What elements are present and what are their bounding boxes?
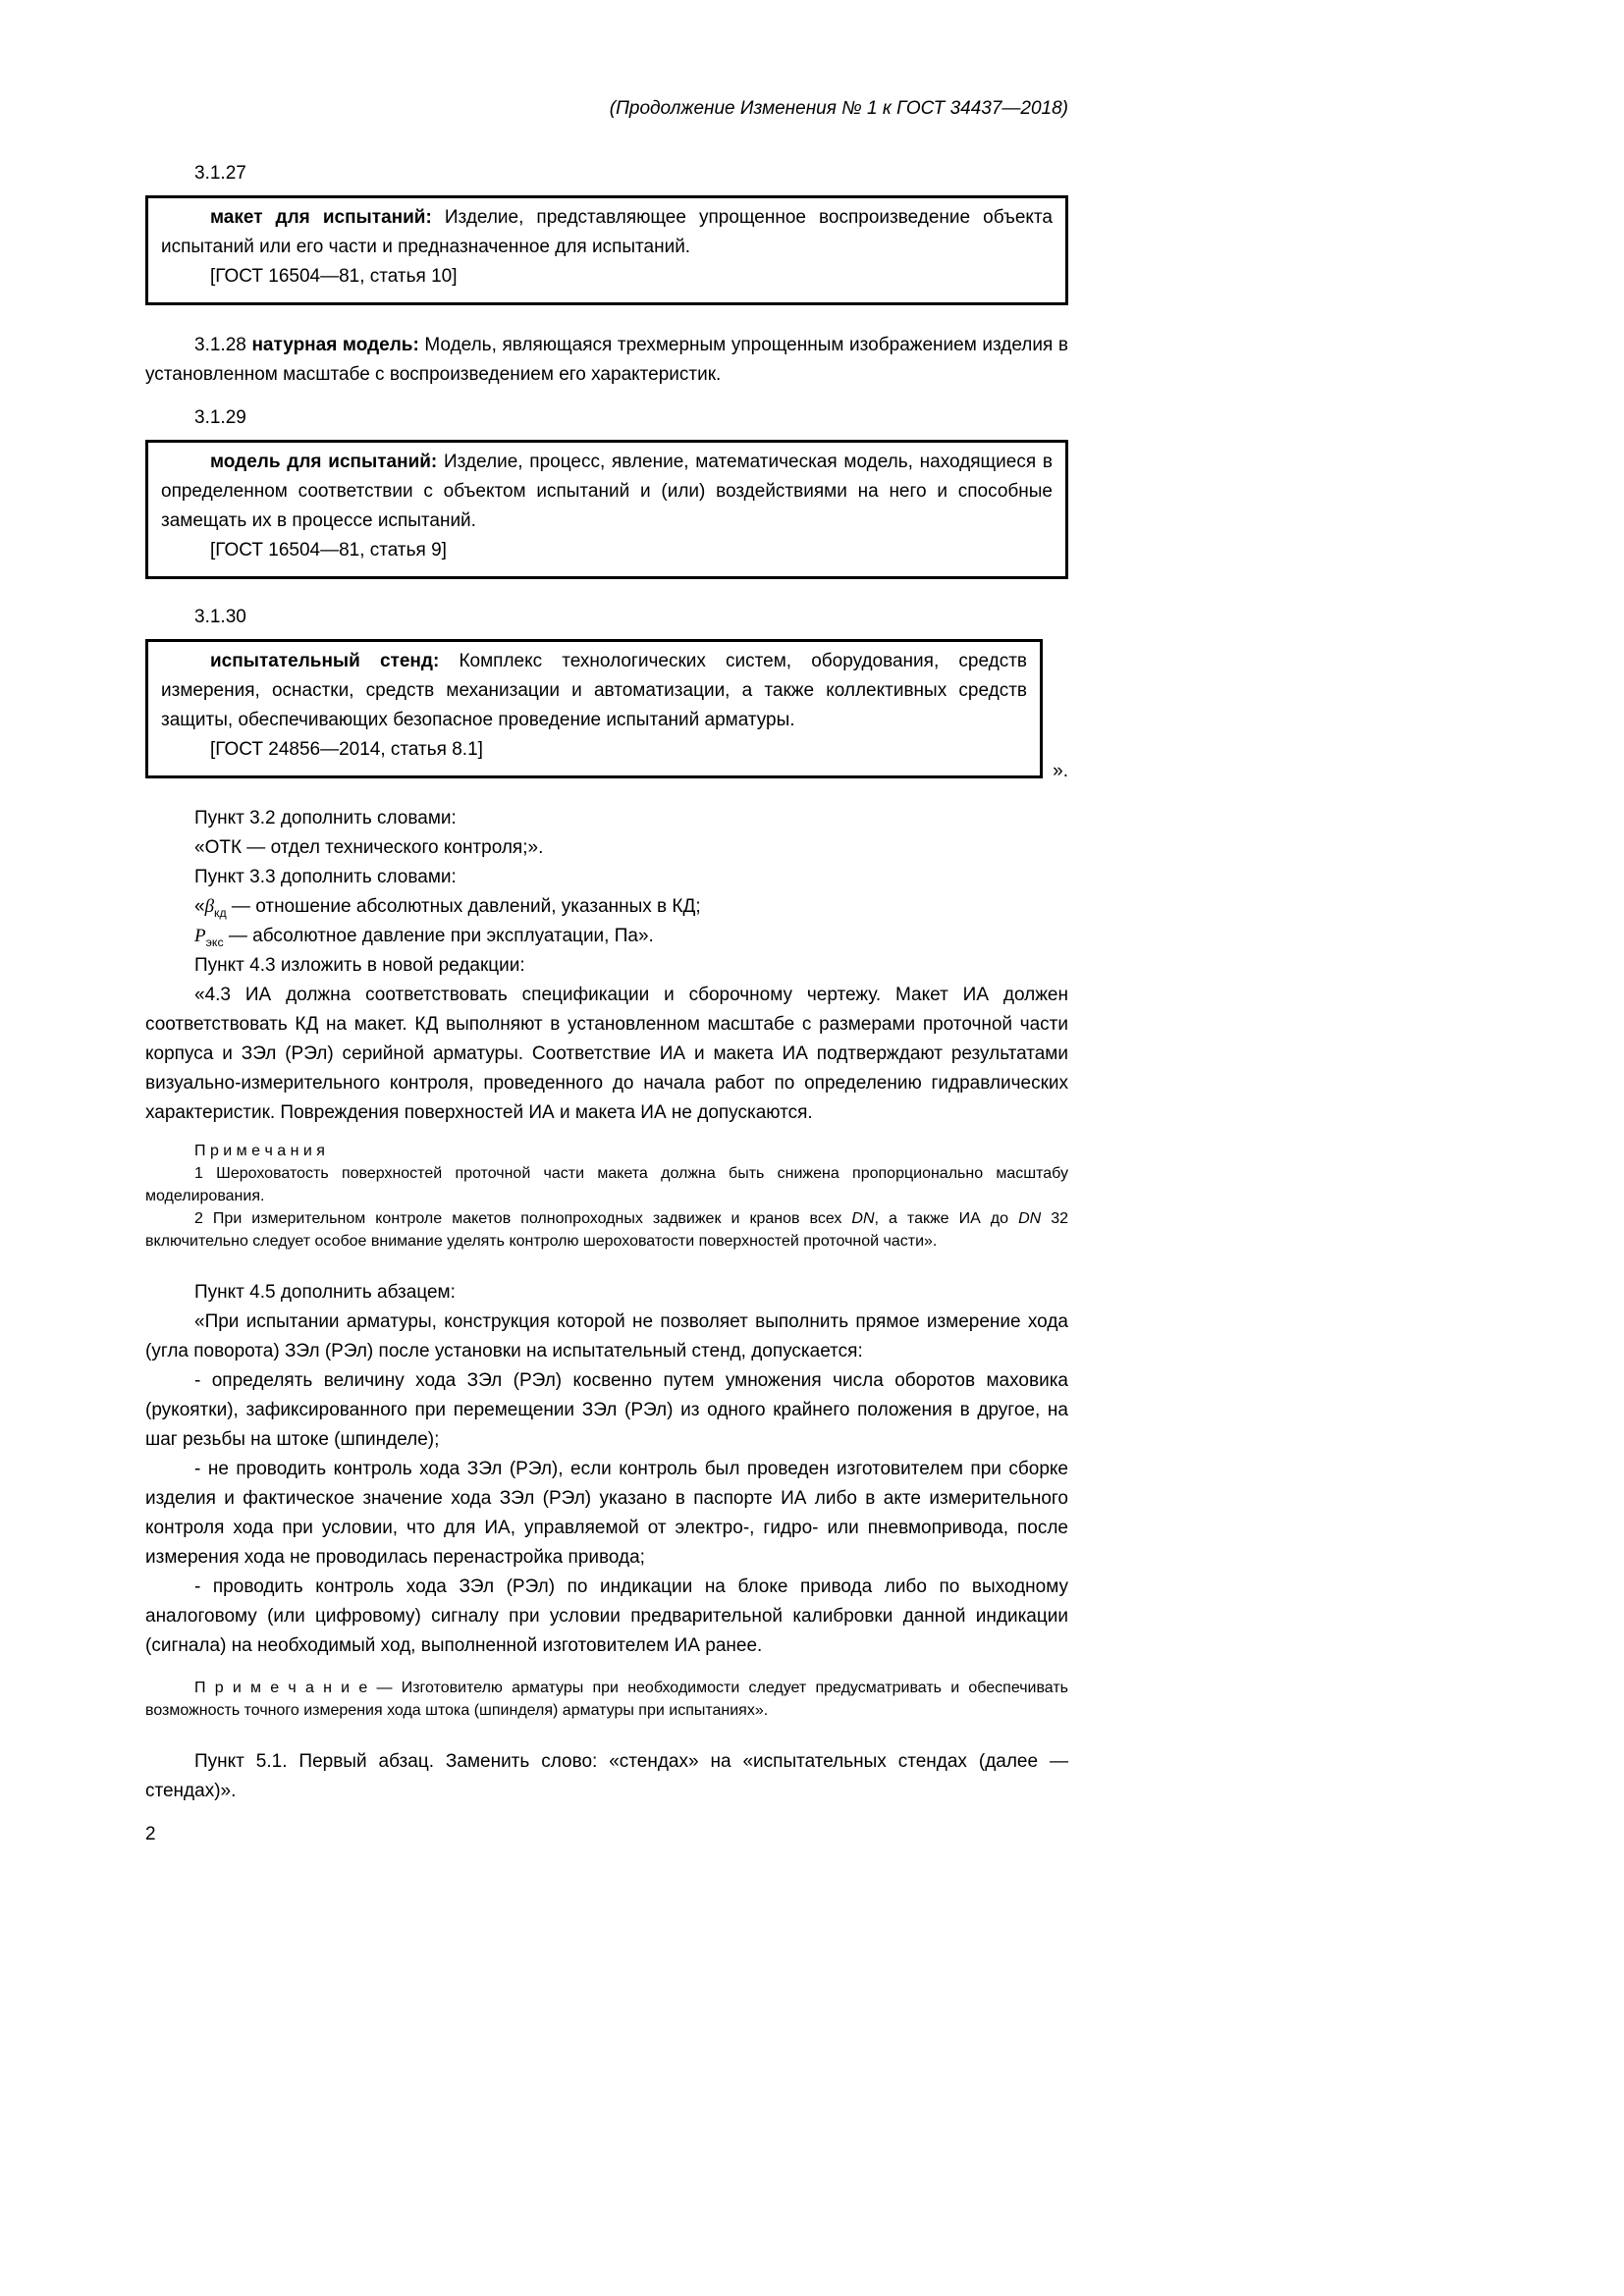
- definition-source: [ГОСТ 16504—81, статья 10]: [210, 266, 458, 287]
- document-content: [145, 94, 1068, 1849]
- list-item-2: - не проводить контроль хода ЗЭл (РЭл), если контроль был проведен изготовителем при сборке изделия и фактическое значение хода ЗЭл (РЭл) указано в паспорте ИА либо в акте измерительного контроля хода при условии, что для ИА, управляемой от электро-, гидро- или пневмопривода, после измерения хода не проводилась перенастройка привода;: [145, 1459, 1068, 1568]
- definition-box-test-bench: [145, 639, 1043, 778]
- note-1: 1 Шероховатость поверхностей проточной части макета должна быть снижена пропорционально масштабу моделирования.: [145, 1165, 1068, 1204]
- definition-source: [ГОСТ 24856—2014, статья 8.1]: [210, 739, 483, 760]
- note-2: 2 При измерительном контроле макетов полнопроходных задвижек и кранов всех DN, а также ИА до DN 32 включительно следует особое внимание уделять контролю шероховатости поверхностей проточной части».: [145, 1210, 1069, 1250]
- amendment-line-p45-intro: Пункт 4.5 дополнить абзацем:: [194, 1282, 456, 1303]
- amendment-line-p32-intro: Пункт 3.2 дополнить словами:: [194, 808, 457, 828]
- definition-box-test-model: [145, 440, 1068, 579]
- definition-box-test-mockup: [145, 195, 1068, 305]
- paragraph-3-1-28: 3.1.28 натурная модель: Модель, являющаяся трехмерным упрощенным изображением изделия в установленном масштабе с воспроизведением его характеристик.: [145, 335, 1068, 385]
- symbol-definition-beta: «$\beta_{кд}$ — отношение абсолютных давлений, указанных в КД;: [194, 896, 701, 920]
- definition-source: [ГОСТ 16504—81, статья 9]: [210, 540, 447, 561]
- page-number: 2: [145, 1824, 156, 1844]
- list-item-1: - определять величину хода ЗЭл (РЭл) косвенно путем умножения числа оборотов маховика (рукоятки), зафиксированного при перемещении ЗЭл (РЭл) из одного крайнего положения в другое, на шаг резьбы на штоке (шпинделе);: [145, 1370, 1068, 1450]
- clause-4-3-text: «4.3 ИА должна соответствовать спецификации и сборочному чертежу. Макет ИА должен соответствовать КД на макет. КД выполняют в установленном масштабе с размерами проточной части корпуса и ЗЭл (РЭл) серийной арматуры. Соответствие ИА и макета ИА подтверждают результатами визуально-измерительного контроля, проведенного до начала работ по определению гидравлических характеристик. Повреждения поверхностей ИА и макета ИА не допускаются.: [145, 985, 1068, 1123]
- closing-quote: ».: [1053, 761, 1068, 781]
- clause-number-3-1-29: 3.1.29: [194, 407, 246, 428]
- notes-heading: П р и м е ч а н и я: [194, 1143, 325, 1159]
- definition-box-wrapper: [145, 639, 1068, 781]
- list-item-3: - проводить контроль хода ЗЭл (РЭл) по индикации на блоке привода либо по выходному аналоговому (или цифровому) сигналу при условии предварительной калибровки данной индикации (сигнала) на необходимый ход, выполненной изготовителем ИА ранее.: [145, 1576, 1068, 1656]
- clause-number-3-1-27: 3.1.27: [194, 163, 246, 184]
- amendment-line-p43-intro: Пункт 4.3 изложить в новой редакции:: [194, 955, 525, 976]
- definition-text: модель для испытаний: Изделие, процесс, явление, математическая модель, находящиеся в определенном соответствии с объектом испытаний и (или) воздействиями на него и способные замещать их в процессе испытаний.: [161, 452, 1054, 531]
- clause-number-3-1-30: 3.1.30: [194, 607, 246, 627]
- definition-text: испытательный стенд: Комплекс технологических систем, оборудования, средств измерения, оснастки, средств механизации и автоматизации, а также коллективных средств защиты, обеспечивающих безопасное проведение испытаний арматуры.: [161, 651, 1027, 730]
- definition-text: макет для испытаний: Изделие, представляющее упрощенное воспроизведение объекта испытаний или его части и предназначенное для испытаний.: [161, 207, 1053, 257]
- amendment-line-p51: Пункт 5.1. Первый абзац. Заменить слово: «стендах» на «испытательных стендах (далее — стендах)».: [145, 1751, 1068, 1801]
- amendment-line-p32-text: «ОТК — отдел технического контроля;».: [194, 837, 544, 858]
- amendment-line-p33-intro: Пункт 3.3 дополнить словами:: [194, 867, 457, 887]
- running-header: (Продолжение Изменения № 1 к ГОСТ 34437—2018): [609, 98, 1068, 119]
- note-paragraph: П р и м е ч а н и е — Изготовителю арматуры при необходимости следует предусматривать и обеспечивать возможность точного измерения хода штока (шпинделя) арматуры при испытаниях».: [145, 1680, 1068, 1719]
- symbol-definition-pressure: $Р_{экс}$ — абсолютное давление при эксплуатации, Па».: [194, 926, 654, 949]
- clause-4-5-text: «При испытании арматуры, конструкция которой не позволяет выполнить прямое измерение хода (угла поворота) ЗЭл (РЭл) после установки на испытательный стенд, допускается:: [145, 1311, 1068, 1362]
- notes-block: [145, 1140, 1068, 1253]
